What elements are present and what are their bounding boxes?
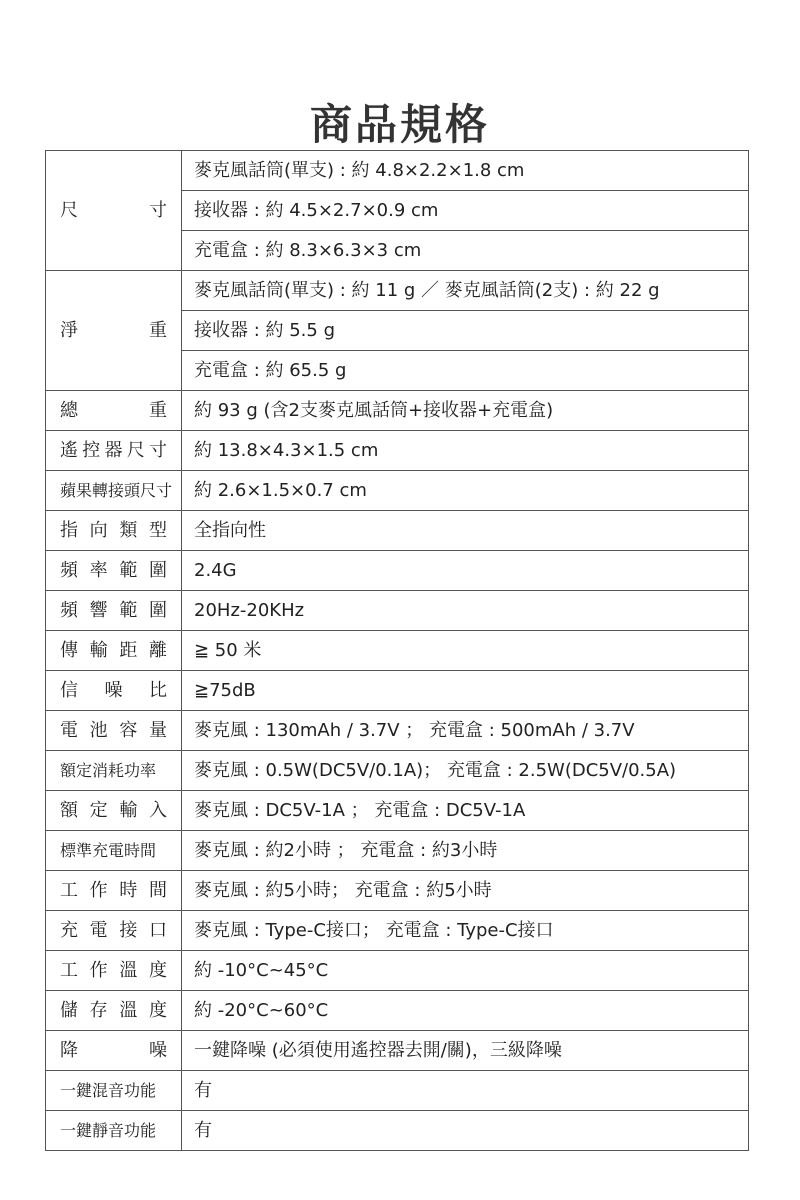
spec-value: 約 -20°C~60°C — [182, 991, 749, 1031]
spec-label-char: 充 — [60, 919, 78, 941]
spec-label-char: 間 — [148, 879, 167, 901]
spec-label — [46, 1071, 182, 1111]
spec-label-text — [60, 401, 167, 421]
spec-value: 麥克風 : Type-C接口； 充電盒 : Type-C接口 — [182, 911, 749, 951]
spec-label-char: 池 — [89, 719, 108, 741]
spec-row — [46, 831, 749, 871]
spec-label-char: 存 — [89, 999, 108, 1021]
spec-label — [46, 911, 182, 951]
spec-label-text — [60, 561, 167, 581]
spec-table-body — [46, 151, 749, 1151]
spec-label-text — [60, 521, 167, 541]
spec-label-char: 尺 — [126, 439, 145, 461]
spec-value: 約 13.8×4.3×1.5 cm — [182, 431, 749, 471]
spec-value: 約 93 g (含2支麥克風話筒+接收器+充電盒) — [182, 391, 749, 431]
spec-row — [46, 791, 749, 831]
spec-label — [46, 951, 182, 991]
spec-label — [46, 1111, 182, 1151]
spec-row — [46, 911, 749, 951]
spec-label-text: 一鍵混音功能 — [60, 1080, 157, 1100]
spec-label-char: 類 — [119, 519, 138, 541]
spec-value: 有 — [182, 1111, 749, 1151]
spec-value: 麥克風 : DC5V-1A ； 充電盒 : DC5V-1A — [182, 791, 749, 831]
spec-label-char: 響 — [89, 599, 108, 621]
spec-label — [46, 831, 182, 871]
spec-label-char: 指 — [60, 519, 78, 541]
spec-row — [46, 671, 749, 711]
spec-row — [46, 951, 749, 991]
spec-value: 接收器 : 約 4.5×2.7×0.9 cm — [182, 191, 749, 231]
spec-label-char: 口 — [148, 919, 167, 941]
spec-label — [46, 271, 182, 391]
spec-label-text — [60, 961, 167, 981]
spec-label-char: 總 — [60, 399, 78, 421]
spec-value: 麥克風 : 約5小時； 充電盒 : 約5小時 — [182, 871, 749, 911]
spec-label-text — [60, 721, 167, 741]
spec-row — [46, 591, 749, 631]
spec-label — [46, 991, 182, 1031]
spec-value: 2.4G — [182, 551, 749, 591]
spec-row — [46, 991, 749, 1031]
spec-value: 一鍵降噪 (必須使用遙控器去開/關)，三級降噪 — [182, 1031, 749, 1071]
spec-label — [46, 751, 182, 791]
spec-label-char: 頻 — [60, 559, 78, 581]
page-title: 商品規格 — [309, 100, 490, 150]
spec-label — [46, 671, 182, 711]
spec-value: 麥克風 : 130mAh / 3.7V ； 充電盒 : 500mAh / 3.7V — [182, 711, 749, 751]
spec-row — [46, 751, 749, 791]
spec-label-text: 一鍵靜音功能 — [60, 1120, 157, 1140]
spec-row — [46, 151, 749, 191]
spec-label-char: 重 — [149, 319, 167, 341]
spec-row — [46, 1031, 749, 1071]
spec-table — [45, 150, 749, 1151]
spec-label-text — [60, 801, 167, 821]
spec-value: 充電盒 : 約 65.5 g — [182, 351, 749, 391]
spec-value: ≧ 50 米 — [182, 631, 749, 671]
spec-value: 麥克風 : 約2小時 ； 充電盒 : 約3小時 — [182, 831, 749, 871]
spec-label-text — [60, 681, 167, 701]
spec-label-char: 離 — [148, 639, 167, 661]
spec-label-char: 入 — [148, 799, 167, 821]
spec-label-text — [60, 441, 167, 461]
spec-row — [46, 711, 749, 751]
spec-label-char: 作 — [89, 879, 108, 901]
spec-label-char: 溫 — [119, 959, 138, 981]
spec-label-char: 圍 — [148, 599, 167, 621]
spec-label-text — [60, 201, 167, 221]
spec-value: 充電盒 : 約 8.3×6.3×3 cm — [182, 231, 749, 271]
spec-label-char: 率 — [89, 559, 108, 581]
spec-label-text — [60, 641, 167, 661]
spec-value: 麥克風 : 0.5W(DC5V/0.1A)； 充電盒 : 2.5W(DC5V/0.5A) — [182, 751, 749, 791]
spec-label — [46, 871, 182, 911]
spec-label-char: 比 — [149, 679, 167, 701]
spec-label-char: 尺 — [60, 199, 78, 221]
spec-label-char: 額 — [60, 799, 78, 821]
spec-label-char: 淨 — [60, 319, 78, 341]
spec-label-char: 噪 — [104, 679, 123, 701]
spec-label — [46, 1031, 182, 1071]
spec-label-char: 電 — [60, 719, 78, 741]
spec-row — [46, 431, 749, 471]
spec-label-char: 型 — [148, 519, 167, 541]
spec-label-text: 標準充電時間 — [60, 840, 157, 860]
spec-label-char: 寸 — [149, 199, 167, 221]
spec-label-char: 工 — [60, 959, 78, 981]
spec-value: 接收器 : 約 5.5 g — [182, 311, 749, 351]
spec-label-text: 蘋果轉接頭尺寸 — [60, 480, 173, 500]
spec-row — [46, 871, 749, 911]
spec-label-char: 降 — [60, 1039, 78, 1061]
spec-row — [46, 471, 749, 511]
spec-label-char: 距 — [119, 639, 138, 661]
spec-value: 有 — [182, 1071, 749, 1111]
spec-label — [46, 511, 182, 551]
spec-label-char: 時 — [119, 879, 138, 901]
spec-row — [46, 631, 749, 671]
spec-label — [46, 431, 182, 471]
spec-label-char: 作 — [89, 959, 108, 981]
spec-label-char: 溫 — [119, 999, 138, 1021]
spec-value: 全指向性 — [182, 511, 749, 551]
spec-row — [46, 271, 749, 311]
spec-label-char: 電 — [89, 919, 108, 941]
spec-label-char: 噪 — [149, 1039, 167, 1061]
spec-value: 麥克風話筒(單支) : 約 11 g ／ 麥克風話筒(2支) : 約 22 g — [182, 271, 749, 311]
spec-label-char: 範 — [119, 559, 138, 581]
spec-label-char: 輸 — [119, 799, 138, 821]
spec-label-char: 量 — [148, 719, 167, 741]
spec-value: 麥克風話筒(單支) : 約 4.8×2.2×1.8 cm — [182, 151, 749, 191]
spec-label-char: 控 — [82, 439, 101, 461]
spec-label-text: 額定消耗功率 — [60, 760, 157, 780]
spec-label — [46, 791, 182, 831]
spec-label-char: 圍 — [148, 559, 167, 581]
spec-label-text — [60, 321, 167, 341]
spec-value: 約 -10°C~45°C — [182, 951, 749, 991]
spec-row — [46, 391, 749, 431]
spec-row — [46, 1111, 749, 1151]
spec-label-char: 範 — [119, 599, 138, 621]
spec-value: 約 2.6×1.5×0.7 cm — [182, 471, 749, 511]
spec-label-char: 向 — [89, 519, 108, 541]
spec-label-char: 定 — [89, 799, 108, 821]
spec-label-char: 度 — [148, 959, 167, 981]
spec-label-char: 工 — [60, 879, 78, 901]
spec-label-char: 儲 — [60, 999, 78, 1021]
spec-label — [46, 591, 182, 631]
spec-label-char: 頻 — [60, 599, 78, 621]
spec-label-text — [60, 921, 167, 941]
spec-row — [46, 1071, 749, 1111]
spec-label-char: 輸 — [89, 639, 108, 661]
spec-row — [46, 551, 749, 591]
spec-label-text — [60, 1041, 167, 1061]
spec-label-char: 重 — [149, 399, 167, 421]
spec-label — [46, 151, 182, 271]
spec-label — [46, 631, 182, 671]
spec-value: ≧75dB — [182, 671, 749, 711]
spec-label-text — [60, 881, 167, 901]
spec-label — [46, 551, 182, 591]
spec-label-char: 傳 — [60, 639, 78, 661]
spec-label — [46, 711, 182, 751]
spec-label-char: 容 — [119, 719, 138, 741]
spec-value: 20Hz-20KHz — [182, 591, 749, 631]
spec-label-text — [60, 601, 167, 621]
spec-label-char: 信 — [60, 679, 78, 701]
spec-label-char: 寸 — [149, 439, 167, 461]
spec-label-char: 接 — [119, 919, 138, 941]
spec-label-char: 遙 — [60, 439, 78, 461]
spec-label — [46, 471, 182, 511]
spec-label-char: 度 — [148, 999, 167, 1021]
spec-label-text — [60, 1001, 167, 1021]
spec-label-char: 器 — [104, 439, 123, 461]
spec-label — [46, 391, 182, 431]
spec-row — [46, 511, 749, 551]
